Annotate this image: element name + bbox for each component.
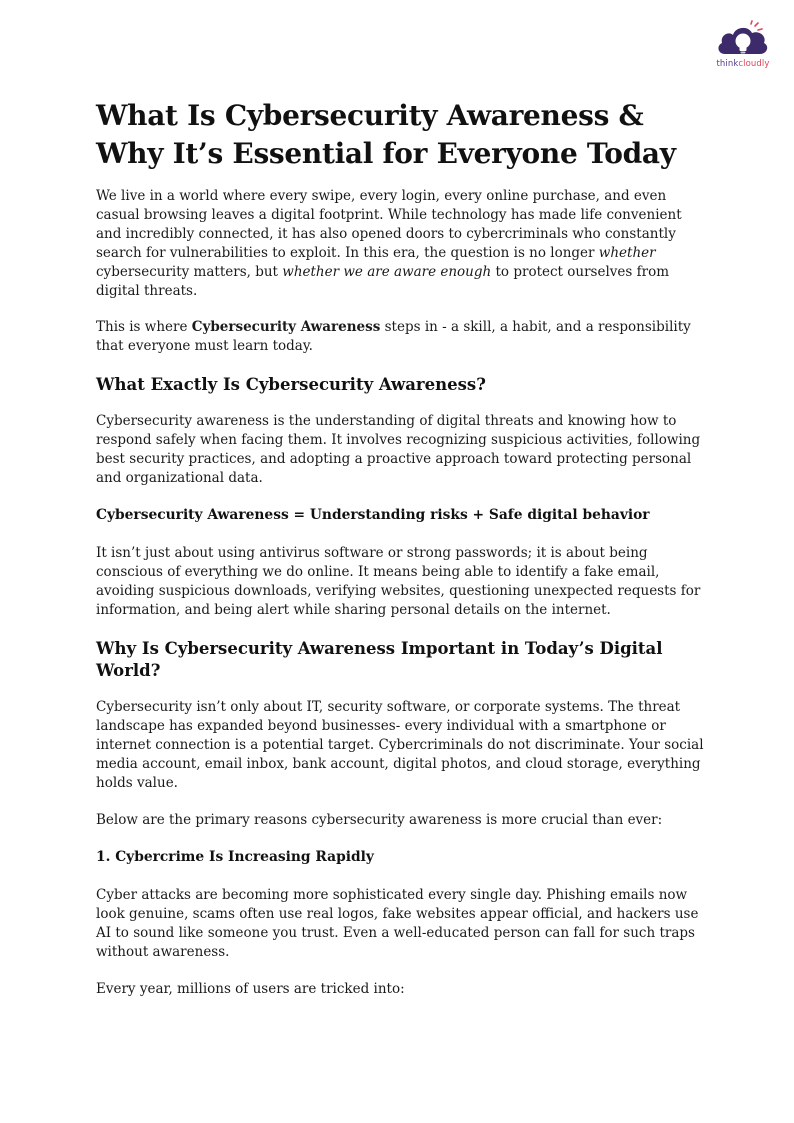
article [96, 97, 704, 1017]
logo-wordmark: thinkcloudly [716, 59, 770, 69]
sub1-paragraph-1: Cyber attacks are becoming more sophisticated every single day. Phishing emails now look genuine, scams often use real logos, fake websites appear official, and hackers use AI to sound like someone you trust. Even a well-educated person can fall for such traps without awareness. [96, 887, 699, 960]
section-heading-what-is: What Exactly Is Cybersecurity Awareness? [96, 375, 486, 394]
section2-paragraph-1: Cybersecurity isn’t only about IT, security software, or corporate systems. The threat landscape has expanded beyond businesses- every individual with a smartphone or internet connection is a potential target. Cybercriminals do not discriminate. Your social media account, email inbox, bank account, digital photos, and cloud storage, everything holds value. [96, 699, 704, 791]
section1-paragraph-1: Cybersecurity awareness is the understanding of digital threats and knowing how to respond safely when facing them. It involves recognizing suspicious activities, following best security practices, and adopting a proactive approach toward protecting personal and organizational data. [96, 413, 701, 486]
page-title: What Is Cybersecurity Awareness & Why It’s Essential for Everyone Today [96, 99, 676, 170]
awareness-formula: Cybersecurity Awareness = Understanding risks + Safe digital behavior [96, 507, 650, 523]
intro-paragraph-2: This is where Cybersecurity Awareness steps in - a skill, a habit, and a responsibility that everyone must learn today. [96, 319, 691, 354]
section2-paragraph-2: Below are the primary reasons cybersecurity awareness is more crucial than ever: [96, 812, 663, 828]
lightbulb-cloud-icon [715, 20, 771, 60]
intro-paragraph-1: We live in a world where every swipe, every login, every online purchase, and even casual browsing leaves a digital footprint. While technology has made life convenient and incredibly connected, it has also opened doors to cybercriminals who constantly search for vulnerabilities to exploit. In this era, the question is no longer whether cybersecurity matters, but whether we are aware enough to protect ourselves from digital threats. [96, 188, 682, 299]
section1-paragraph-2: It isn’t just about using antivirus software or strong passwords; it is about being conscious of everything we do online. It means being able to identify a fake email, avoiding suspicious downloads, verifying websites, questioning unexpected requests for information, and being alert while sharing personal details on the internet. [96, 545, 701, 618]
sub1-paragraph-2: Every year, millions of users are tricked into: [96, 981, 405, 997]
brand-logo [714, 20, 772, 69]
subheading-cybercrime-increasing: 1. Cybercrime Is Increasing Rapidly [96, 849, 374, 865]
section-heading-why-important: Why Is Cybersecurity Awareness Important in Today’s Digital World? [96, 639, 663, 680]
